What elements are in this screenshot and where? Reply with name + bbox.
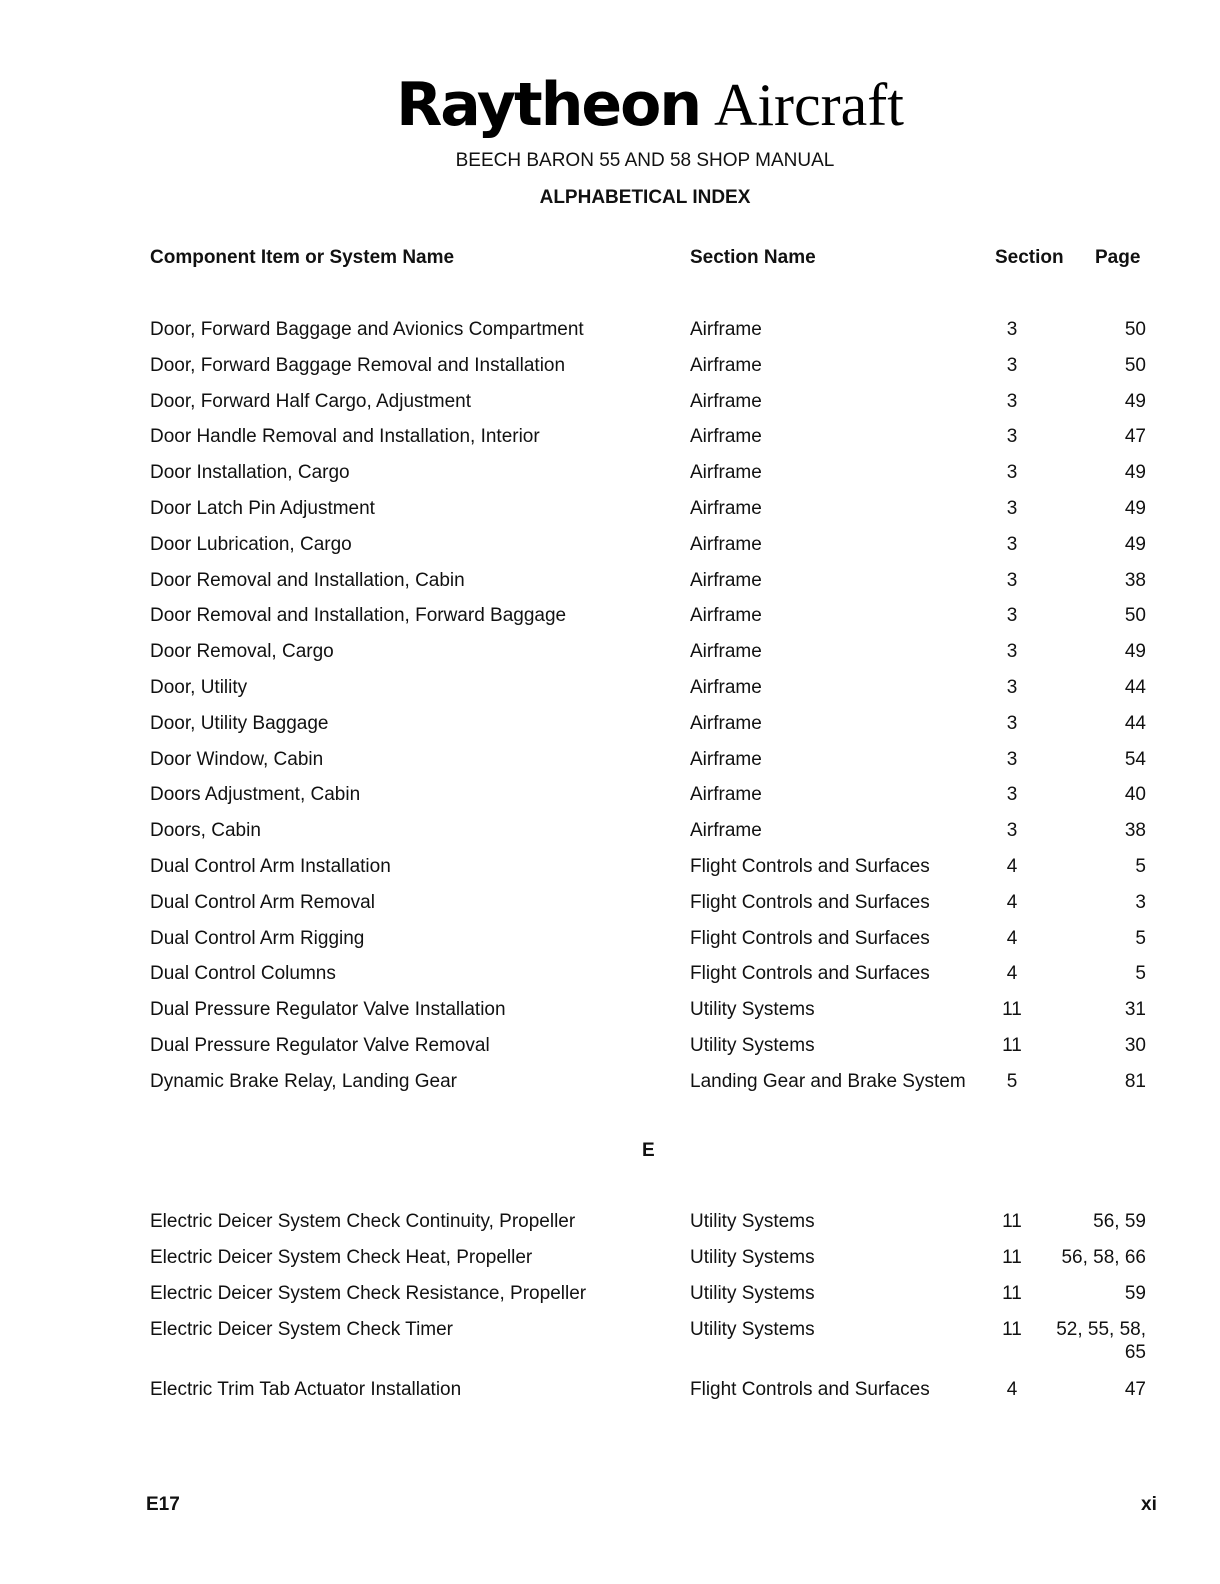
- manual-subtitle: BEECH BARON 55 AND 58 SHOP MANUAL: [455, 150, 835, 171]
- column-header-name: Component Item or System Name: [150, 247, 455, 268]
- item-page: 56, 59: [1093, 1211, 1146, 1232]
- item-page-continued: 65: [1124, 1342, 1146, 1363]
- table-row: [0, 1035, 1220, 1065]
- item-section-name: Airframe: [690, 641, 762, 662]
- item-page: 30: [1124, 1035, 1146, 1056]
- table-row: [0, 1283, 1220, 1313]
- table-row: [0, 462, 1220, 492]
- item-page: 50: [1124, 605, 1146, 626]
- item-name: Electric Trim Tab Actuator Installation: [150, 1379, 462, 1400]
- table-row: [0, 856, 1220, 886]
- item-name: Dual Control Columns: [150, 963, 336, 984]
- item-section-name: Airframe: [690, 355, 762, 376]
- item-section-number: 11: [1002, 1283, 1022, 1304]
- item-section-number: 4: [1006, 856, 1018, 877]
- item-section-name: Utility Systems: [690, 1247, 815, 1268]
- table-row: [0, 892, 1220, 922]
- item-section-number: 11: [1002, 999, 1022, 1020]
- item-name: Door Removal and Installation, Forward Baggage: [150, 605, 567, 626]
- item-section-name: Flight Controls and Surfaces: [690, 963, 930, 984]
- item-section-name: Airframe: [690, 677, 762, 698]
- item-section-name: Utility Systems: [690, 1035, 815, 1056]
- item-page: 40: [1124, 784, 1146, 805]
- item-section-number: 3: [1006, 713, 1018, 734]
- item-section-number: 4: [1006, 928, 1018, 949]
- footer-page-number: xi: [1141, 1494, 1157, 1515]
- item-name: Dual Pressure Regulator Valve Removal: [150, 1035, 490, 1056]
- item-name: Door Removal and Installation, Cabin: [150, 570, 465, 591]
- item-name: Electric Deicer System Check Timer: [150, 1319, 454, 1340]
- section-letter-e: E: [642, 1140, 655, 1161]
- item-section-name: Airframe: [690, 605, 762, 626]
- item-page: 49: [1124, 641, 1146, 662]
- item-section-name: Landing Gear and Brake System: [690, 1071, 966, 1092]
- item-section-name: Airframe: [690, 713, 762, 734]
- item-section-name: Utility Systems: [690, 1319, 815, 1340]
- table-row: [0, 928, 1220, 958]
- item-name: Door Lubrication, Cargo: [150, 534, 352, 555]
- item-page: 5: [1135, 856, 1146, 877]
- brand-name-serif: Aircraft: [714, 72, 904, 138]
- item-section-name: Airframe: [690, 498, 762, 519]
- item-name: Door Removal, Cargo: [150, 641, 334, 662]
- column-header-section-name: Section Name: [690, 247, 816, 268]
- table-row: [0, 1319, 1220, 1363]
- item-section-name: Flight Controls and Surfaces: [690, 928, 930, 949]
- item-page: 44: [1124, 677, 1146, 698]
- item-section-number: 3: [1006, 749, 1018, 770]
- item-section-name: Airframe: [690, 749, 762, 770]
- brand-logo: [0, 70, 1220, 140]
- item-name: Dual Control Arm Rigging: [150, 928, 365, 949]
- item-page: 31: [1124, 999, 1146, 1020]
- item-name: Door, Utility: [150, 677, 248, 698]
- item-section-name: Flight Controls and Surfaces: [690, 1379, 930, 1400]
- table-row: [0, 1247, 1220, 1277]
- table-row: [0, 749, 1220, 779]
- item-name: Door Window, Cabin: [150, 749, 324, 770]
- table-row: [0, 963, 1220, 993]
- item-section-number: 11: [1002, 1247, 1022, 1268]
- item-name: Door Handle Removal and Installation, Interior: [150, 426, 540, 447]
- table-row: [0, 713, 1220, 743]
- item-section-name: Airframe: [690, 534, 762, 555]
- item-section-number: 3: [1006, 677, 1018, 698]
- table-row: [0, 391, 1220, 421]
- item-section-number: 11: [1002, 1319, 1022, 1340]
- table-row: [0, 498, 1220, 528]
- item-section-number: 3: [1006, 462, 1018, 483]
- table-row: [0, 1071, 1220, 1101]
- index-title: ALPHABETICAL INDEX: [539, 187, 751, 208]
- item-section-name: Airframe: [690, 319, 762, 340]
- item-page: 47: [1124, 426, 1146, 447]
- item-section-name: Utility Systems: [690, 1211, 815, 1232]
- item-section-number: 3: [1006, 319, 1018, 340]
- item-page: 38: [1124, 820, 1146, 841]
- item-section-name: Utility Systems: [690, 1283, 815, 1304]
- item-name: Dual Pressure Regulator Valve Installation: [150, 999, 506, 1020]
- item-page: 49: [1124, 498, 1146, 519]
- item-section-number: 3: [1006, 534, 1018, 555]
- item-page: 59: [1124, 1283, 1146, 1304]
- brand-name-bold: Raytheon: [396, 70, 701, 140]
- item-section-number: 4: [1006, 963, 1018, 984]
- item-section-number: 3: [1006, 605, 1018, 626]
- item-section-number: 4: [1006, 1379, 1018, 1400]
- item-page: 5: [1135, 928, 1146, 949]
- table-row: [0, 784, 1220, 814]
- item-section-name: Flight Controls and Surfaces: [690, 892, 930, 913]
- table-row: [0, 426, 1220, 456]
- item-page: 49: [1124, 391, 1146, 412]
- item-section-name: Utility Systems: [690, 999, 815, 1020]
- table-row: [0, 534, 1220, 564]
- item-name: Doors Adjustment, Cabin: [150, 784, 361, 805]
- item-name: Electric Deicer System Check Heat, Propeller: [150, 1247, 533, 1268]
- item-page: 44: [1124, 713, 1146, 734]
- item-section-name: Airframe: [690, 570, 762, 591]
- table-row: [0, 1211, 1220, 1241]
- item-page: 5: [1135, 963, 1146, 984]
- item-section-number: 3: [1006, 641, 1018, 662]
- item-name: Doors, Cabin: [150, 820, 261, 841]
- table-row: [0, 1379, 1220, 1409]
- item-name: Door Latch Pin Adjustment: [150, 498, 375, 519]
- table-row: [0, 677, 1220, 707]
- item-section-number: 11: [1002, 1035, 1022, 1056]
- item-section-name: Airframe: [690, 462, 762, 483]
- item-section-number: 4: [1006, 892, 1018, 913]
- item-section-number: 3: [1006, 820, 1018, 841]
- item-page: 50: [1124, 355, 1146, 376]
- item-name: Dynamic Brake Relay, Landing Gear: [150, 1071, 457, 1092]
- item-section-number: 3: [1006, 391, 1018, 412]
- item-section-name: Airframe: [690, 784, 762, 805]
- item-name: Dual Control Arm Installation: [150, 856, 391, 877]
- item-name: Door Installation, Cargo: [150, 462, 350, 483]
- table-row: [0, 355, 1220, 385]
- item-section-number: 3: [1006, 498, 1018, 519]
- item-name: Electric Deicer System Check Resistance, Propeller: [150, 1283, 587, 1304]
- table-row: [0, 319, 1220, 349]
- table-row: [0, 820, 1220, 850]
- item-section-number: 11: [1002, 1211, 1022, 1232]
- item-page: 49: [1124, 534, 1146, 555]
- column-header-section: Section: [995, 247, 1064, 268]
- table-row: [0, 570, 1220, 600]
- item-page: 49: [1124, 462, 1146, 483]
- item-name: Door, Utility Baggage: [150, 713, 329, 734]
- item-name: Dual Control Arm Removal: [150, 892, 375, 913]
- column-header-page: Page: [1095, 247, 1141, 268]
- item-page: 38: [1124, 570, 1146, 591]
- item-page: 56, 58, 66: [1061, 1247, 1146, 1268]
- item-name: Door, Forward Baggage Removal and Installation: [150, 355, 566, 376]
- item-section-number: 3: [1006, 784, 1018, 805]
- table-row: [0, 641, 1220, 671]
- item-name: Door, Forward Baggage and Avionics Compartment: [150, 319, 584, 340]
- item-section-number: 3: [1006, 570, 1018, 591]
- item-name: Electric Deicer System Check Continuity, Propeller: [150, 1211, 576, 1232]
- item-page: 81: [1124, 1071, 1146, 1092]
- item-page: 52, 55, 58,: [1056, 1319, 1146, 1340]
- item-section-number: 3: [1006, 355, 1018, 376]
- table-row: [0, 999, 1220, 1029]
- item-section-name: Airframe: [690, 391, 762, 412]
- table-row: [0, 605, 1220, 635]
- item-section-number: 3: [1006, 426, 1018, 447]
- item-name: Door, Forward Half Cargo, Adjustment: [150, 391, 472, 412]
- footer-page-code: E17: [146, 1494, 180, 1515]
- item-section-name: Airframe: [690, 820, 762, 841]
- item-page: 54: [1124, 749, 1146, 770]
- item-page: 3: [1135, 892, 1146, 913]
- item-page: 50: [1124, 319, 1146, 340]
- item-page: 47: [1124, 1379, 1146, 1400]
- item-section-number: 5: [1006, 1071, 1018, 1092]
- item-section-name: Flight Controls and Surfaces: [690, 856, 930, 877]
- item-section-name: Airframe: [690, 426, 762, 447]
